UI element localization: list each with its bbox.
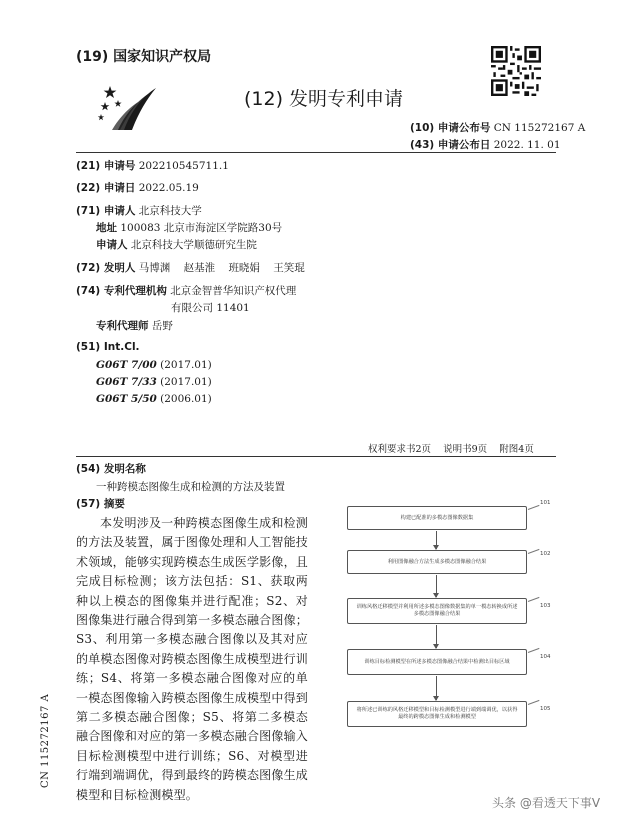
address-row — [96, 220, 282, 235]
application-number-row — [76, 158, 229, 173]
flow-leader-102 — [528, 549, 540, 554]
publication-number-label: (10) 申请公布号 — [410, 122, 491, 134]
cnipa-emblem-icon — [96, 84, 160, 134]
flow-arrow-2 — [436, 575, 437, 597]
agency-row — [76, 283, 296, 298]
address-label: 地址 — [96, 222, 117, 234]
intcl-row-2 — [96, 376, 212, 388]
intcl-label: (51) Int.Cl. — [76, 341, 140, 353]
intcl-row-1 — [96, 359, 212, 371]
description-pages: 说明书9页 — [443, 444, 488, 455]
invention-name-label: (54) 发明名称 — [76, 463, 146, 475]
document-type-title: (12) 发明专利申请 — [244, 88, 404, 110]
inventor-1: 马博渊 — [138, 262, 171, 274]
publication-date-row — [410, 137, 561, 152]
agent-row — [96, 318, 173, 333]
application-date-row — [76, 180, 199, 195]
agency-line1: 北京金智普华知识产权代理 — [170, 285, 297, 297]
flow-leader-103 — [528, 597, 540, 602]
application-date: 2022.05.19 — [138, 182, 199, 194]
inventor-2: 赵基淮 — [183, 262, 216, 274]
flow-arrow-3 — [436, 625, 437, 648]
flow-arrow-4 — [436, 676, 437, 700]
side-publication-number: CN 115272167 A — [40, 693, 51, 788]
invention-name: 一种跨模态图像生成和检测的方法及装置 — [96, 481, 285, 493]
applicant-label: (71) 申请人 — [76, 205, 136, 217]
intcl-code-2: G06T 7/33 — [96, 376, 157, 388]
intcl-row-3 — [96, 393, 212, 405]
flow-label-104: 104 — [540, 654, 551, 660]
flow-label-102: 102 — [540, 551, 551, 557]
flow-step-103: 训练风格迁移模型并利用所述多模态图像数据集的单一模态转换成所述多模态图像融合结果 — [347, 598, 527, 624]
flow-step-101: 构建已配准的多模态图像数据集 — [347, 506, 527, 530]
inventor-3: 班晓娟 — [228, 262, 260, 274]
flow-label-101: 101 — [540, 500, 551, 506]
flow-step-105: 将所述已训练的风格迁移模型和目标检测模型进行端到端调优，以获得最终的跨模态图像生成和检测模型 — [347, 701, 527, 727]
publication-date-label: (43) 申请公布日 — [410, 139, 491, 151]
intcl-code-1: G06T 7/00 — [96, 359, 157, 371]
drawing-pages: 附图4页 — [499, 444, 534, 455]
application-number-label: (21) 申请号 — [76, 160, 136, 172]
agent: 岳野 — [151, 320, 173, 332]
application-number: 202210545711.1 — [138, 160, 229, 172]
agency-label: (74) 专利代理机构 — [76, 285, 167, 297]
claims-pages: 权利要求书2页 — [368, 444, 432, 455]
patent-office-name: (19) 国家知识产权局 — [76, 49, 212, 65]
agency-line2: 有限公司 11401 — [171, 302, 250, 314]
applicant2-row — [96, 237, 257, 252]
flow-leader-101 — [528, 505, 540, 510]
inventor-row — [76, 260, 305, 275]
abstract-label: (57) 摘要 — [76, 498, 125, 510]
applicant: 北京科技大学 — [138, 205, 202, 217]
applicant2-label: 申请人 — [96, 239, 128, 251]
inventor-4: 王笑琨 — [273, 262, 305, 274]
inventor-label: (72) 发明人 — [76, 262, 136, 274]
intcl-code-3: G06T 5/50 — [96, 393, 157, 405]
qr-code-icon — [491, 46, 541, 96]
header-divider — [76, 152, 556, 153]
flow-label-103: 103 — [540, 603, 551, 609]
publication-date: 2022. 11. 01 — [493, 139, 561, 151]
intcl-date-1: (2017.01) — [160, 359, 212, 371]
flow-step-104: 训练目标检测模型在所述多模态图像融合结果中检测出目标区域 — [347, 649, 527, 675]
agent-label: 专利代理师 — [96, 320, 149, 332]
application-date-label: (22) 申请日 — [76, 182, 136, 194]
applicant2: 北京科技大学顺德研究生院 — [130, 239, 257, 251]
flow-step-102: 利用图像融合方法生成多模态图像融合结果 — [347, 550, 527, 574]
flow-label-105: 105 — [540, 706, 551, 712]
intcl-date-2: (2017.01) — [160, 376, 212, 388]
intcl-date-3: (2006.01) — [160, 393, 212, 405]
flow-arrow-1 — [436, 531, 437, 549]
page-counts — [368, 441, 534, 455]
address: 100083 北京市海淀区学院路30号 — [120, 222, 283, 234]
publication-number-row — [410, 120, 585, 135]
applicant-row — [76, 203, 202, 218]
watermark: 头条 @看透天下事V — [492, 796, 601, 810]
publication-number: CN 115272167 A — [493, 122, 586, 134]
flow-leader-105 — [528, 700, 540, 705]
counts-divider — [76, 456, 556, 457]
abstract-text: 本发明涉及一种跨模态图像生成和检测的方法及装置，属于图像处理和人工智能技术领域，能够实现跨模态生成医学影像，且完成目标检测；该方法包括：S1、获取两种以上模态的图像集并进行配准；S2、对图像集进行融合得到第一多模态融合图像；S3、利用第一多模态融合图像以及其对应的单模态图像对跨模态图像生成模型进行训练；S4、将第一多模态融合图像对应的单一模态图像输入跨模态图像生成模型中得到第二多模态融合图像；S5、将第二多模态融合图像和对应的第一多模态融合图像输入目标检测模型中进行训练；S6、对模型进行端到端调优，得到最终的跨模态图像生成模型和目标检测模型。 — [76, 516, 308, 802]
flow-leader-104 — [528, 648, 540, 653]
